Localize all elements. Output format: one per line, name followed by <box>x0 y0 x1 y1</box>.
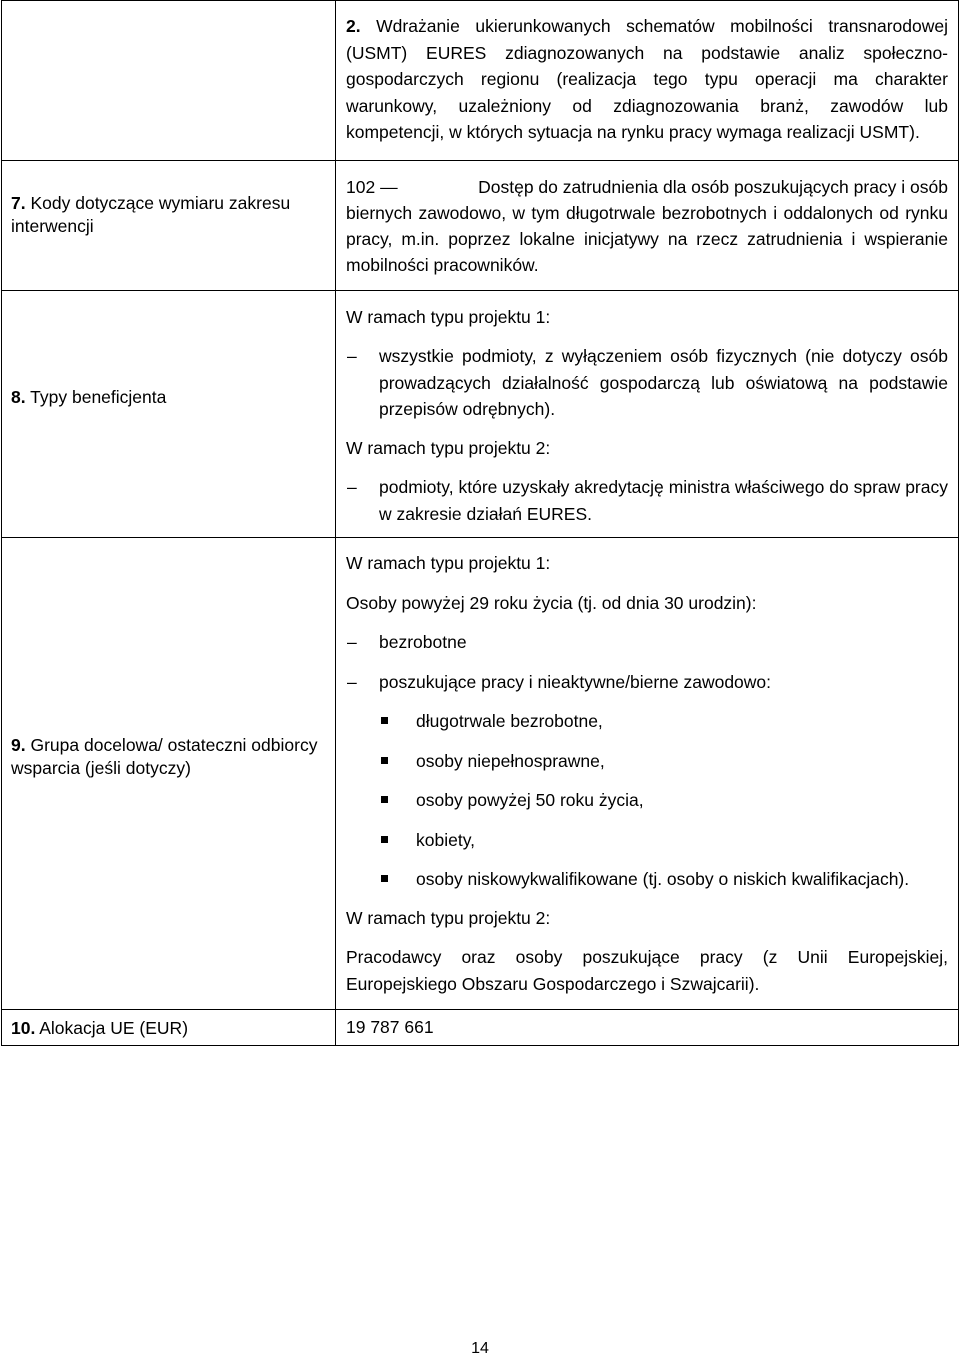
table-row <box>2 1010 959 1046</box>
row-label-text: Kody dotyczące wymiaru zakresu interwencji <box>11 192 291 236</box>
row-label <box>2 1010 335 1044</box>
project-type-2-heading: W ramach typu projektu 2: <box>346 907 551 928</box>
target-intro: Osoby powyżej 29 roku życia (tj. od dnia 30 urodzin): <box>346 592 757 613</box>
label-cell <box>2 290 336 538</box>
sub-list-item: osoby niskowykwalifikowane (tj. osoby o niskich kwalifikacjach). <box>346 866 948 893</box>
table-row <box>2 1 959 161</box>
list-item: – wszystkie podmioty, z wyłączeniem osób fizycznych (nie dotyczy osób prowadzących działalność gospodarczą lub oświatową na podstawie przepisów odrębnych). <box>346 343 948 423</box>
square-bullet-icon <box>381 796 388 803</box>
label-cell <box>2 160 336 290</box>
project-type-2-description: 2. Wdrażanie ukierunkowanych schematów mobilności transnarodowej (USMT) EURES zdiagnozowanych na podstawie analiz społeczno-gospodarczych regionu (realizacja tego typu operacji ma charakter warunkowy, uzależniony od zdiagnozowania branż, zawodów lub kompetencji, w których sytuacja na rynku pracy wymaga realizacji USMT). <box>346 16 948 142</box>
square-bullet-icon <box>381 836 388 843</box>
square-bullet-icon <box>381 717 388 724</box>
page-number: 14 <box>471 1340 489 1357</box>
project-info-table <box>1 0 959 1046</box>
square-bullet-icon <box>381 757 388 764</box>
list-item: – bezrobotne <box>346 629 948 656</box>
content-cell <box>336 160 959 290</box>
sub-list-item: osoby powyżej 50 roku życia, <box>346 787 948 814</box>
code-line <box>346 174 948 200</box>
code-description-first-line: Dostęp do zatrudnienia dla osób poszukujących pracy i osób <box>478 176 948 197</box>
content-cell <box>336 1010 959 1046</box>
list-item: – podmioty, które uzyskały akredytację ministra właściwego do spraw pracy w zakresie działań EURES. <box>346 474 948 527</box>
row-label <box>2 538 335 780</box>
row-number: 7. <box>11 192 26 213</box>
eu-allocation-value: 19 787 661 <box>346 1017 434 1037</box>
project-type-1-heading: W ramach typu projektu 1: <box>346 553 551 573</box>
dash-bullet: – <box>347 632 357 652</box>
row-label-text: Grupa docelowa/ ostateczni odbiorcy wsparcia (jeśli dotyczy) <box>11 735 318 778</box>
dash-bullet: – <box>347 671 357 692</box>
row-label-text: Typy beneficjenta <box>30 386 167 407</box>
target-group <box>336 538 958 1009</box>
row-number: 10. <box>11 1018 36 1038</box>
item-number: 2. <box>346 16 361 36</box>
content-cell <box>336 1 959 161</box>
project-type-1-heading: W ramach typu projektu 1: <box>346 306 551 327</box>
row-number: 8. <box>11 386 26 407</box>
beneficiary-types <box>336 291 958 538</box>
code-description-rest: biernych zawodowo, w tym długotrwale bezrobotnych i oddalonych od rynku pracy, m.in. poprzez lokalne inicjatywy na rzecz zatrudnienia i wspieranie mobilności pracowników. <box>346 202 948 275</box>
sub-list-item: osoby niepełnosprawne, <box>346 748 948 775</box>
row-number: 9. <box>11 735 26 755</box>
dash-bullet: – <box>347 477 357 497</box>
list-item: – poszukujące pracy i nieaktywne/bierne zawodowo: <box>346 669 948 696</box>
intervention-code: 102 — <box>346 176 398 197</box>
table-row <box>2 290 959 538</box>
content-cell <box>336 538 959 1010</box>
table-row <box>2 538 959 1010</box>
sub-list-item: długotrwale bezrobotne, <box>346 708 948 735</box>
table-row <box>2 160 959 290</box>
row-label <box>2 291 335 409</box>
label-cell <box>2 538 336 1010</box>
row-label-text: Alokacja UE (EUR) <box>39 1018 189 1038</box>
sub-list-item: kobiety, <box>346 827 948 854</box>
dash-bullet: – <box>347 346 357 366</box>
label-cell <box>2 1010 336 1046</box>
project-type-2-target: Pracodawcy oraz osoby poszukujące pracy (z Unii Europejskiej, Europejskiego Obszaru Gospodarczego i Szwajcarii). <box>346 947 948 994</box>
content-cell <box>336 290 959 538</box>
square-bullet-icon <box>381 875 388 882</box>
intervention-code-text <box>336 161 958 290</box>
project-type-2-heading: W ramach typu projektu 2: <box>346 437 551 458</box>
label-cell-empty <box>2 1 336 161</box>
row-label <box>2 161 335 238</box>
